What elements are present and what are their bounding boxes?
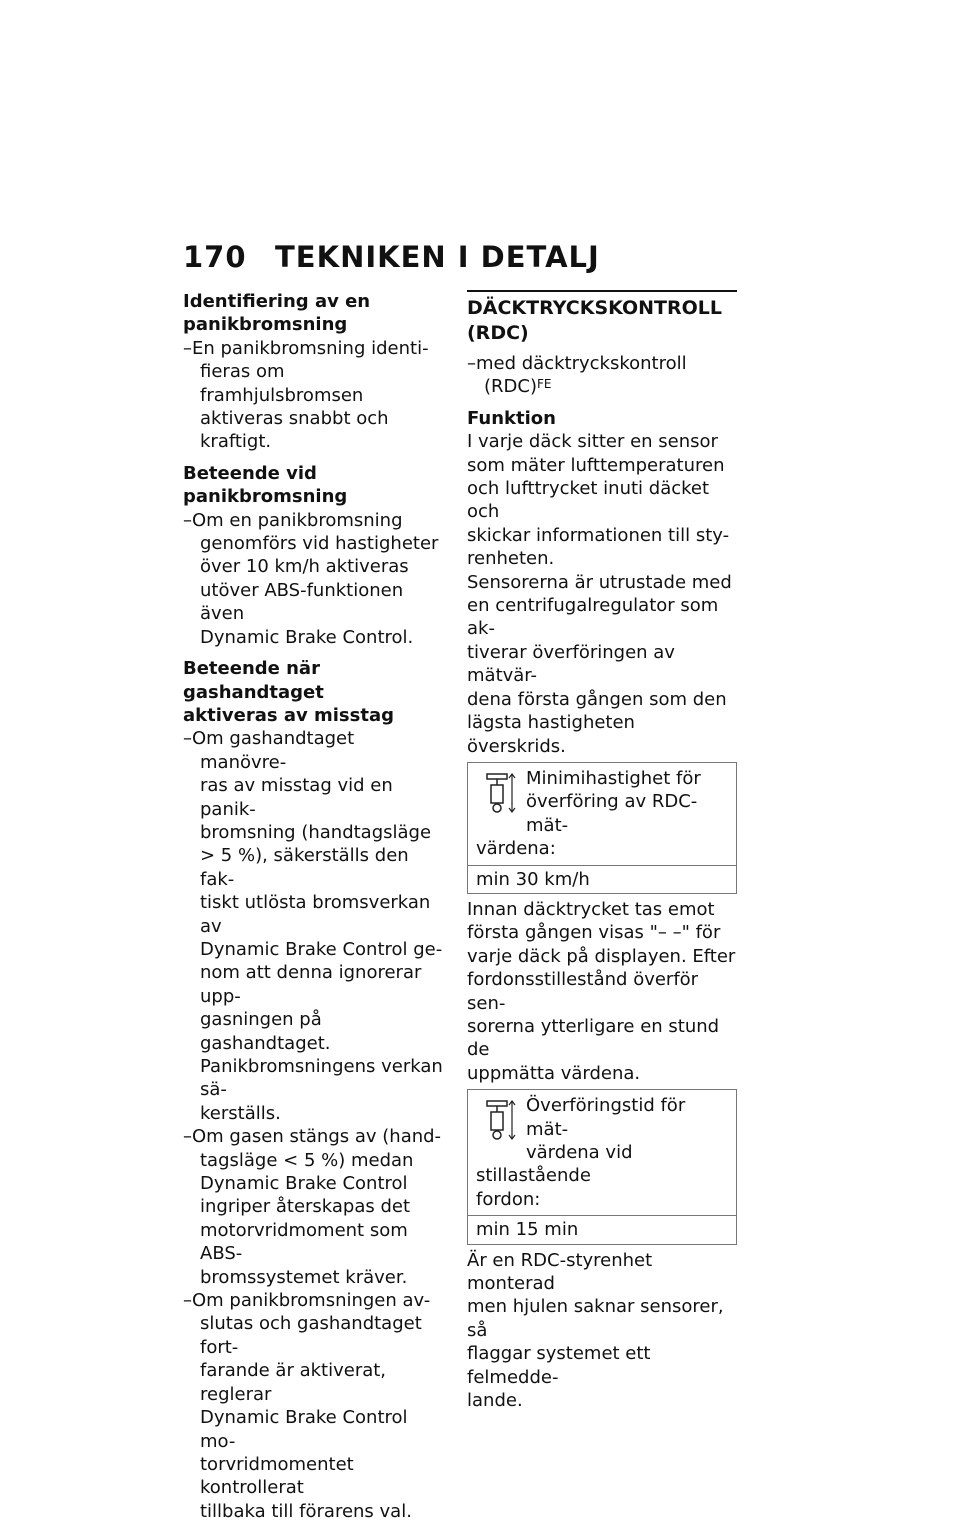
heading-funktion: Funktion [467,407,556,429]
text-line: fordonsstillestånd överför sen- [467,969,699,1014]
right-column [467,290,737,1412]
text-line: en centrifugalregulator som ak- [467,595,719,640]
list-item [183,1289,445,1523]
text-line: Dynamic Brake Control [200,1173,408,1195]
tire-pressure-sensor-icon [482,771,518,815]
text-line: varje däck på displayen. Efter [467,945,736,967]
page-number: 170 [183,240,247,274]
paragraph [467,898,737,1085]
text-line: Minimihastighet för [526,767,701,789]
text-line: uppmätta värdena. [467,1062,641,1084]
title-line: (RDC) [467,322,529,344]
text-line: lande. [467,1390,523,1412]
left-column [183,290,445,1523]
text-line: tagsläge < 5 %) medan [200,1149,414,1171]
heading-identification [183,290,445,337]
list-item [183,509,445,649]
text-line: nom att denna ignorerar upp- [200,962,422,1007]
text-line: torvridmomentet kontrollerat [200,1453,354,1499]
text-line: I varje däck sitter en sensor [467,431,718,453]
text-line: värdena: [476,838,556,860]
text-line: –Om en panikbromsning [183,509,403,531]
option-item [467,352,737,399]
text-line: tillbaka till förarens val. [200,1500,412,1522]
text-line: värdena vid stillastående [476,1142,633,1187]
text-line: genomförs vid hastigheter [200,533,439,555]
text-line: Innan däcktrycket tas emot [467,898,715,920]
text-line: motorvridmoment som ABS- [200,1219,408,1265]
text-line: –Om gasen stängs av (hand- [183,1126,442,1148]
heading-line: Beteende när gashandtaget [183,658,324,703]
chapter-title: TEKNIKEN I DETALJ [275,240,600,274]
text-line: men hjulen saknar sensorer, så [467,1296,724,1341]
list-item [183,337,445,454]
text-line: Dynamic Brake Control. [200,626,414,648]
text-line: bromsning (handtagsläge [200,821,432,843]
text-line: tiverar överföringen av mätvär- [467,641,675,687]
heading-line: Identifiering av en [183,291,371,312]
text-line: –Om panikbromsningen av- [183,1290,431,1312]
text-line: Överföringstid för mät- [526,1095,686,1140]
text-line: första gången visas "– –" för [467,922,721,944]
text-line: lägsta hastigheten överskrids. [467,712,635,757]
text-line: farande är aktiverat, reglerar [200,1360,387,1405]
text-line: som mäter lufttemperaturen [467,454,725,476]
text-line: Dynamic Brake Control ge- [200,938,443,960]
text-line: tiskt utlösta bromsverkan av [200,892,431,937]
text-line: utöver ABS-funktionen även [200,579,404,625]
list-item [183,1125,445,1289]
text-line: och lufttrycket inuti däcket och [467,478,710,523]
text-line: renheten. [467,548,555,570]
spec-table-speed [467,762,737,894]
text-line: bromssystemet kräver. [200,1266,408,1288]
text-line: sorerna ytterligare en stund de [467,1015,720,1061]
text-line: skickar informationen till sty- [467,524,730,546]
spec-table-time [467,1089,737,1244]
section-rule [467,290,737,292]
title-line: DÄCKTRYCKSKONTROLL [467,297,723,319]
text-line: slutas och gashandtaget fort- [200,1313,422,1358]
spec-value: min 15 min [468,1215,736,1243]
text-line: ras av misstag vid en panik- [200,775,393,820]
text-line: dena första gången som den [467,688,727,710]
text-line: (RDC) [484,376,537,398]
text-line: Dynamic Brake Control mo- [200,1407,408,1452]
paragraph [467,1249,737,1413]
text-line: Sensorerna är utrustade med [467,571,732,593]
text-line: fordon: [476,1188,541,1210]
section-title [467,296,737,346]
text-line: –En panikbromsning identi- [183,337,429,359]
spec-value: min 30 km/h [468,865,736,893]
text-line: gasningen på gashandtaget. [200,1009,331,1054]
text-line: Panikbromsningens verkan sä- [200,1056,443,1101]
paragraph [467,430,737,570]
text-line: –med däcktryckskontroll [467,353,687,374]
text-line: ingriper återskapas det [200,1196,411,1218]
text-line: fieras om framhjulsbromsen [200,361,364,406]
paragraph [467,571,737,758]
text-line: –Om gashandtaget manövre- [183,728,355,773]
text-line: aktiveras snabbt och kraftigt. [200,408,389,453]
list-item [183,727,445,1125]
heading-line: panikbromsning [183,314,348,336]
heading-throttle [183,657,445,727]
text-line: flaggar systemet ett felmedde- [467,1343,651,1388]
option-superscript: FE [536,377,552,392]
text-line: > 5 %), säkerställs den fak- [200,845,409,890]
text-line: över 10 km/h aktiveras [200,556,409,578]
spec-label-row [468,1090,736,1215]
heading-behaviour: Beteende vid panikbromsning [183,462,348,508]
spec-label-row [468,763,736,865]
page-header [183,240,600,274]
heading-line: aktiveras av misstag [183,704,394,726]
tire-pressure-sensor-icon [482,1098,518,1142]
text-line: överföring av RDC-mät- [526,791,698,836]
text-line: kerställs. [200,1102,281,1124]
text-line: Är en RDC-styrenhet monterad [467,1249,653,1295]
